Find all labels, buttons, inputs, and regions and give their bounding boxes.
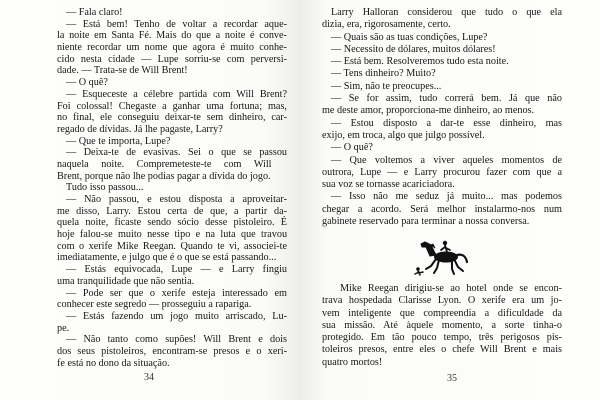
page-number: 35 <box>447 373 457 384</box>
text-line: hoje falou-se muito nesse tipo e na luta que travou <box>57 229 288 241</box>
text-line: — Não passou, e estou disposta a aproveitar- <box>66 194 287 205</box>
text-line: la noite em Santa Fé. Mais do que a noite é conve- <box>57 30 287 42</box>
text-line: — Fala claro! <box>66 7 123 18</box>
paragraph <box>322 118 562 143</box>
paragraph <box>322 32 562 44</box>
text-line: me deste amor, proporciona-me dinheiro, ao menos. <box>322 105 535 117</box>
paragraph <box>57 89 287 136</box>
text-line: — Está bem! Tenho de voltar a recordar aque- <box>66 18 288 30</box>
text-line: — Estás equivocada, Lupe — e Larry fingiu <box>66 264 288 276</box>
paragraph <box>322 44 562 56</box>
text-line: me disso, Larry. Estou certa de que, a partir da- <box>57 205 287 217</box>
text-line: — Que te importa, Lupe? <box>66 135 171 147</box>
text-line: — Isso não me seduz já muito... mas podemos <box>331 191 562 203</box>
paragraph <box>57 311 287 334</box>
text-line: quatro mortos! <box>322 356 383 368</box>
paragraph <box>322 7 562 32</box>
text-line: — Sim, não te preocupes... <box>331 80 442 92</box>
text-line: — Estou disposto a dar-te esse dinheiro, mas <box>331 117 563 129</box>
text-line: chegar a acordo. Será melhor instalarmo-nos num <box>322 203 562 215</box>
text-line: fe está no dono da situação. <box>57 357 170 369</box>
page-text-block <box>322 283 562 369</box>
text-line: vem inteligente que compreendia a dificuldade da <box>322 307 562 319</box>
paragraph <box>322 81 562 93</box>
text-line: outrora, Lupe — e Larry procurou fazer com que a <box>322 166 562 178</box>
text-line: com o xerife Mike Reegan. Quando te vi, associei-te <box>57 240 288 252</box>
paragraph <box>57 7 287 19</box>
paragraph <box>322 68 562 80</box>
text-line: — O quê? <box>331 142 373 154</box>
paragraph <box>322 283 562 369</box>
text-line: Mike Reegan dirigiu-se ao hotel onde se encon- <box>340 283 563 294</box>
text-line: toleiros presos, entre eles o chefe Will Brent e mais <box>322 344 563 356</box>
paragraph <box>322 56 562 68</box>
paragraph <box>322 155 562 192</box>
text-line: cido nesta cidade — Lupe sorriu-se com perversi- <box>57 53 287 65</box>
text-line: sua missão. Até àquele momento, a sorte tinha-o <box>322 319 562 331</box>
paragraph <box>57 19 287 77</box>
text-line: no final, ele conseguiu deixar-te sem dinheiro, car- <box>57 112 287 124</box>
text-line: Tudo isso passou... <box>66 182 144 194</box>
text-line: uma tranquilidade que não sentia. <box>57 275 195 287</box>
text-line: pe. <box>57 322 70 334</box>
paragraph <box>57 264 287 287</box>
paragraph <box>322 191 562 228</box>
text-line: — Pode ser que o xerife esteja interessado em <box>66 287 287 299</box>
text-line: — O quê? <box>66 77 108 89</box>
paragraph <box>57 288 287 311</box>
paragraph <box>57 182 287 194</box>
text-line: dade. — Trata-se de Will Brent! <box>57 65 188 77</box>
text-line: sua voz se tornasse acariciadora. <box>322 179 455 191</box>
text-line: — Deixa-te de evasivas. Sei o que se passou <box>66 147 288 159</box>
text-line: — Está bem. Resolveremos tudo esta noite. <box>331 56 509 68</box>
text-line: — Quais são as tuas condições, Lupe? <box>331 31 488 43</box>
text-line: protegido. Em tão pouco tempo, três perigosos pis- <box>322 332 563 344</box>
text-line: quela noite, ficaste sendo sócio desse pistoleiro. É <box>57 217 288 229</box>
paragraph <box>322 142 562 154</box>
text-line: — Não tanto como supões! Will Brent e dois <box>66 334 287 346</box>
paragraph <box>57 77 287 89</box>
paragraph <box>57 147 287 182</box>
text-line: conhecer este segredo — prosseguiu a rapariga. <box>57 299 252 311</box>
text-line: — Que voltemos a viver aqueles momentos de <box>331 154 563 166</box>
horse-silhouette-icon <box>411 236 471 278</box>
page-text-block <box>322 7 562 228</box>
text-line: Larry Halloran considerou que tudo o que ela <box>331 7 563 18</box>
text-line: Foi colossal! Chegaste a ganhar uma fortuna; mas, <box>57 100 287 112</box>
right-page <box>300 0 600 400</box>
text-line: Brent, porque não lhe podias pagar a dívida do jogo. <box>57 170 271 182</box>
paragraph <box>57 334 287 369</box>
paragraph <box>57 194 287 264</box>
page-text-block <box>57 7 287 369</box>
text-line: — Estás fazendo um jogo muito arriscado, Lu- <box>66 310 287 322</box>
text-line: regado de dívidas. Já lhe pagaste, Larry? <box>57 123 223 135</box>
text-line: — Se for assim, tudo correrá bem. Já que não <box>331 93 562 105</box>
text-line: imediatamente, e julgo que é o que se está passando... <box>57 252 277 264</box>
text-line: dizia, era, rigorosamente, certo. <box>322 19 451 31</box>
text-line: dos seus pistoleiros, encontram-se presos e o xeri- <box>57 345 287 357</box>
paragraph <box>322 93 562 118</box>
text-line: niente recordar um nome que agora é muito conhe- <box>57 42 287 54</box>
page-number: 34 <box>144 372 154 383</box>
paragraph <box>57 136 287 148</box>
text-line: — Necessito de dólares, muitos dólares! <box>331 43 496 55</box>
text-line: — Esqueceste a célebre partida com Will Brent? <box>66 88 288 100</box>
text-line: exijo, em troca, algo que julgo possível. <box>322 129 485 141</box>
text-line: naquela noite. Compremeteste-te com Will <box>57 158 272 170</box>
text-line: — Tens dinheiro? Muito? <box>331 68 436 80</box>
text-line: trava hospedada Clarisse Lyon. O xerife era um jo- <box>322 295 563 307</box>
text-line: gabinete reservado para terminar a nossa conversa. <box>322 216 530 228</box>
